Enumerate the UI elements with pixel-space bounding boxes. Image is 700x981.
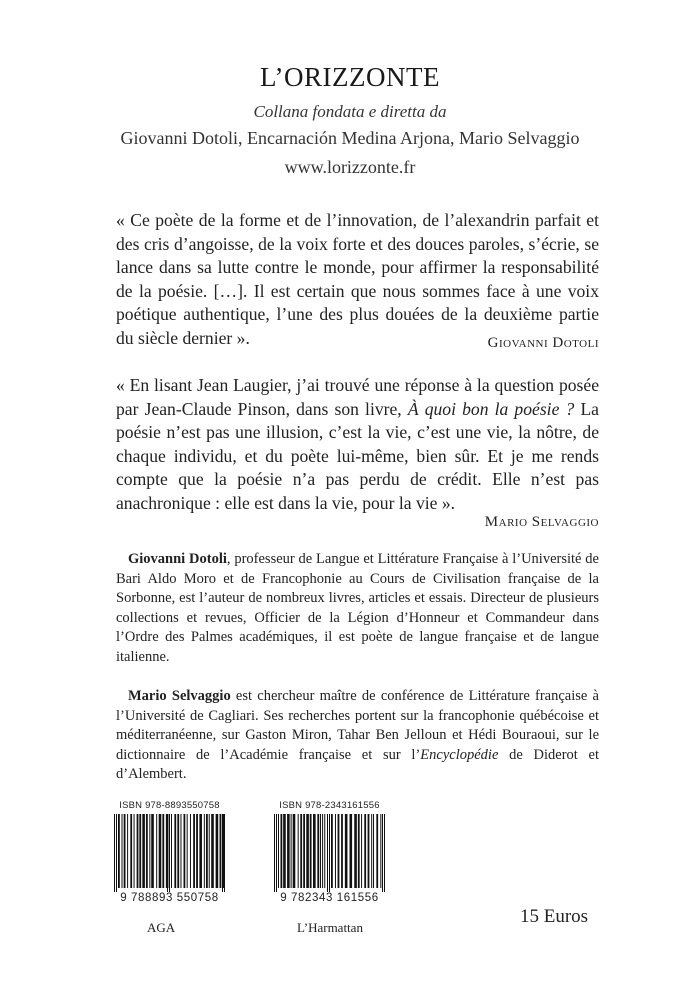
- barcode-bar: [193, 814, 195, 888]
- barcode-bar: [206, 814, 208, 888]
- barcode-bar: [380, 814, 381, 888]
- barcode-bar: [127, 814, 128, 888]
- barcode-bar: [345, 814, 348, 888]
- series-url: www.lorizzonte.fr: [284, 157, 416, 177]
- barcode-bar: [298, 814, 299, 888]
- barcode-bar: [368, 814, 370, 888]
- barcode-bar: [313, 814, 316, 888]
- bio-name: Mario Selvaggio: [128, 688, 231, 704]
- barcode-bar: [303, 814, 305, 888]
- barcode-guard-bar: [169, 814, 170, 894]
- barcode-bar: [137, 814, 139, 888]
- barcode-guard-bar: [327, 814, 328, 894]
- barcode-bar: [134, 814, 135, 888]
- barcode-bar: [216, 814, 219, 888]
- barcode-bar: [187, 814, 188, 888]
- bio-text-after: de Diderot et d’Alembert.: [116, 746, 599, 783]
- quote-dotoli: « Ce poète de la forme et de l’innovation, de l’alexandrin parfait et des cris d’angoisse, de la voix forte et des douces paroles, s’écrie, se lance dans sa lutte contre le monde, pour affirmer la responsabilité de la poésie. […]. Il est certain que nous sommes face à une voix poétique authentique, l’une des plus douées de la deuxième partie du siècle dernier ».: [116, 210, 599, 348]
- barcode-bar: [371, 814, 372, 888]
- barcode-bar: [310, 814, 312, 888]
- barcode-bars: [272, 814, 387, 894]
- barcode-bar: [196, 814, 198, 888]
- barcode-bars: [112, 814, 227, 894]
- barcode-bar: [324, 814, 325, 888]
- barcode-guard-bar: [224, 814, 225, 894]
- bio-dotoli: [116, 550, 599, 668]
- barcode-bar: [335, 814, 336, 888]
- barcode-bar: [184, 814, 186, 888]
- barcode-bar: [156, 814, 157, 888]
- quote-author-dotoli: Giovanni Dotoli: [487, 335, 599, 351]
- bio-text-before: est chercheur maître de conférence de Littérature française à l’Université de Cagliari. Ses recherches portent sur la francophonie québécoise et méditerranéenne, sur Gaston Miron, Tahar Ben Jelloun et Hédi Bouraoui, sur le dictionnaire de l’Académie française et sur l’: [116, 688, 599, 763]
- isbn-label: ISBN 978-8893550758: [119, 800, 220, 811]
- barcode-guard-bar: [114, 814, 115, 894]
- barcode-bar: [300, 814, 302, 888]
- barcode-bar: [287, 814, 290, 888]
- barcode-bar: [124, 814, 126, 888]
- barcode-bar: [171, 814, 172, 888]
- barcode-bar: [162, 814, 164, 888]
- barcode-guard-bar: [276, 814, 277, 894]
- publisher-aga: AGA: [147, 920, 176, 935]
- barcode-bar: [354, 814, 357, 888]
- barcode-guard-bar: [382, 814, 383, 894]
- barcode-guard-bar: [116, 814, 117, 894]
- barcode-guard-bar: [384, 814, 385, 894]
- barcode-bar: [320, 814, 321, 888]
- barcode-bar: [283, 814, 286, 888]
- barcode-guard-bar: [329, 814, 330, 894]
- isbn-digits: 9 788893 550758: [112, 892, 227, 904]
- barcode-bar: [130, 814, 132, 888]
- barcode-guard-bar: [167, 814, 168, 894]
- quote-author-selvaggio: Mario Selvaggio: [484, 514, 599, 530]
- bio-text: , professeur de Langue et Littérature Française à l’Université de Bari Aldo Moro et de Francophonie au Cours de Civilisation française de la Sorbonne, est l’auteur de nombreux livres, articles et essais. Directeur de plusieurs collections et revues, Officier de la Légion d’Honneur et Commandeur dans l’Ordre des Palmes académiques, il est poète de langue française et de langue italienne.: [116, 551, 599, 665]
- barcode-guard-bar: [274, 814, 275, 894]
- barcode-bar: [211, 814, 214, 888]
- barcode-bar: [220, 814, 222, 888]
- bio-work-title: Encyclopédie: [420, 746, 499, 763]
- barcode-bar: [322, 814, 323, 888]
- barcode-bar: [204, 814, 205, 888]
- quote-text-after: La poésie n’est pas une illusion, c’est la vie, c’est une vie, la nôtre, de chaque individu, et du poète lui-même, bien sûr. Et je me rends compte que la poésie n’a pas perdu de crédit. Elle n’est pas anachronique : elle est dans la vie, pour la vie ».: [116, 398, 599, 513]
- bio-selvaggio: [116, 687, 599, 785]
- book-title: À quoi bon la poésie ?: [407, 398, 575, 419]
- isbn-label: ISBN 978-2343161556: [279, 800, 380, 811]
- barcode-bar: [151, 814, 154, 888]
- barcode-bar: [177, 814, 179, 888]
- barcode-bar: [361, 814, 362, 888]
- barcode-bar: [376, 814, 378, 888]
- barcode-bar: [291, 814, 292, 888]
- barcode-bar: [293, 814, 296, 888]
- barcode-bar: [280, 814, 282, 888]
- isbn-digits: 9 782343 161556: [272, 892, 387, 904]
- barcode-bar: [190, 814, 191, 888]
- barcode-bar: [146, 814, 148, 888]
- series-subtitle: Collana fondata e diretta da: [253, 102, 447, 121]
- series-title: L’ORIZZONTE: [260, 62, 440, 92]
- publisher-harmattan: L’Harmattan: [297, 920, 363, 935]
- barcode-bar: [358, 814, 360, 888]
- quote-selvaggio: [116, 374, 599, 516]
- bio-name: Giovanni Dotoli: [128, 551, 227, 567]
- barcode-bar: [338, 814, 340, 888]
- barcode-bar: [121, 814, 122, 888]
- barcode-guard-bar: [222, 814, 223, 894]
- barcode-bar: [278, 814, 279, 888]
- barcode-bar: [364, 814, 366, 888]
- barcode-bar: [159, 814, 162, 888]
- barcode-bar: [317, 814, 319, 888]
- series-editors: Giovanni Dotoli, Encarnación Medina Arjona, Mario Selvaggio: [120, 128, 580, 148]
- barcode-bar: [174, 814, 176, 888]
- barcode-bar: [331, 814, 333, 888]
- barcode-bar: [341, 814, 343, 888]
- price: 15 Euros: [520, 906, 589, 927]
- barcode-bar: [139, 814, 141, 888]
- barcode-bar: [118, 814, 120, 888]
- barcode-bar: [199, 814, 202, 888]
- barcode-bar: [180, 814, 181, 888]
- barcode-harmattan: [272, 800, 387, 908]
- barcode-aga: [112, 800, 227, 908]
- barcode-bar: [373, 814, 374, 888]
- barcode-bar: [149, 814, 150, 888]
- barcode-bar: [142, 814, 145, 888]
- barcode-bar: [306, 814, 309, 888]
- barcode-bar: [209, 814, 210, 888]
- barcode-bar: [349, 814, 352, 888]
- quote-text-before: « En lisant Jean Laugier, j’ai trouvé une réponse à la question posée par Jean-Claude Pinson, dans son livre,: [116, 375, 599, 419]
